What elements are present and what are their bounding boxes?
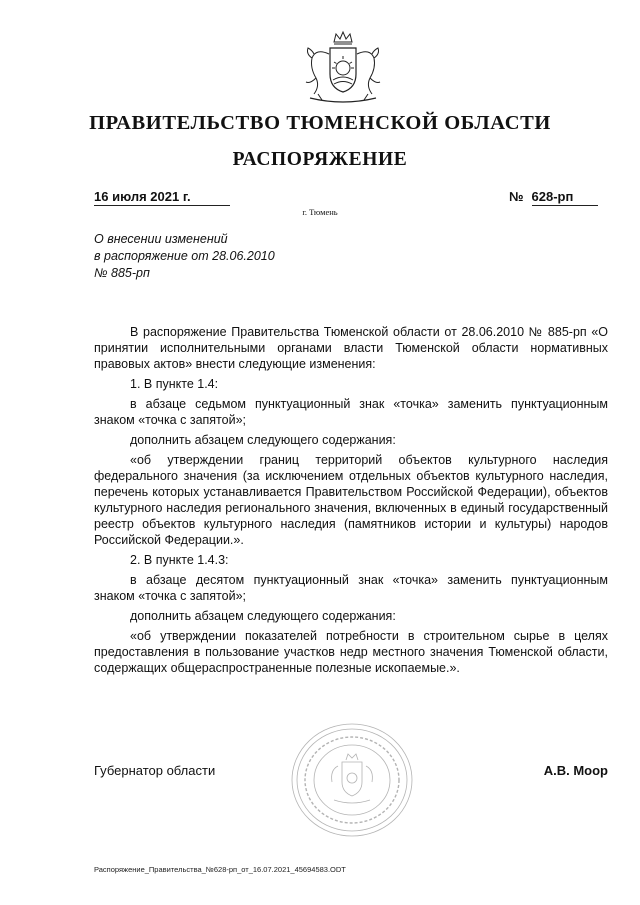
signer-name: А.В. Моор (543, 763, 608, 778)
number-value: 628-рп (532, 189, 598, 206)
number-sign: № (509, 189, 524, 204)
body-paragraph: 1. В пункте 1.4: (130, 377, 219, 391)
document-body (94, 324, 608, 680)
signer-role: Губернатор области (94, 763, 216, 778)
city-label: г. Тюмень (302, 207, 338, 217)
document-subject (94, 231, 354, 282)
subject-line: № 885-рп (94, 266, 150, 280)
body-paragraph: 2. В пункте 1.4.3: (130, 553, 229, 567)
document-type: РАСПОРЯЖЕНИЕ (232, 149, 408, 170)
body-paragraph: «об утверждении границ территорий объектов культурного наследия федерального значения (за исключением отдельных объектов культурного наследия, перечень которых устанавливается Правительством Российской Федерации), объектов культурного наследия регионального значения, включенных в единый государственный реестр объектов культурного наследия (памятников истории и культуры) народов Российской Федерации.». (94, 453, 608, 547)
body-paragraph: дополнить абзацем следующего содержания: (130, 609, 396, 623)
body-paragraph: дополнить абзацем следующего содержания: (130, 433, 396, 447)
official-seal-icon (286, 720, 418, 840)
body-paragraph: в абзаце десятом пунктуационный знак «точка» заменить пунктуационным знаком «точка с запятой»; (94, 573, 608, 603)
subject-line: в распоряжение от 28.06.2010 (94, 249, 275, 263)
coat-of-arms-icon (296, 28, 390, 110)
body-paragraph: «об утверждении показателей потребности в строительном сырье в целях предоставления в пользование участков недр местного значения Тюменской области, содержащих общераспространенные полезные ископаемые.». (94, 629, 608, 675)
body-paragraph: В распоряжение Правительства Тюменской области от 28.06.2010 № 885-рп «О принятии исполнительными органами власти Тюменской области нормативных правовых актов» внести следующие изменения: (94, 325, 608, 371)
document-number (509, 189, 607, 206)
document-date: 16 июля 2021 г. (94, 189, 230, 206)
subject-line: О внесении изменений (94, 232, 228, 246)
body-paragraph: в абзаце седьмом пунктуационный знак «точка» заменить пунктуационным знаком «точка с запятой»; (94, 397, 608, 427)
government-title: ПРАВИТЕЛЬСТВО ТЮМЕНСКОЙ ОБЛАСТИ (89, 112, 551, 134)
footer-filename: Распоряжение_Правительства_№628-рп_от_16.07.2021_45694583.ODT (94, 865, 346, 874)
